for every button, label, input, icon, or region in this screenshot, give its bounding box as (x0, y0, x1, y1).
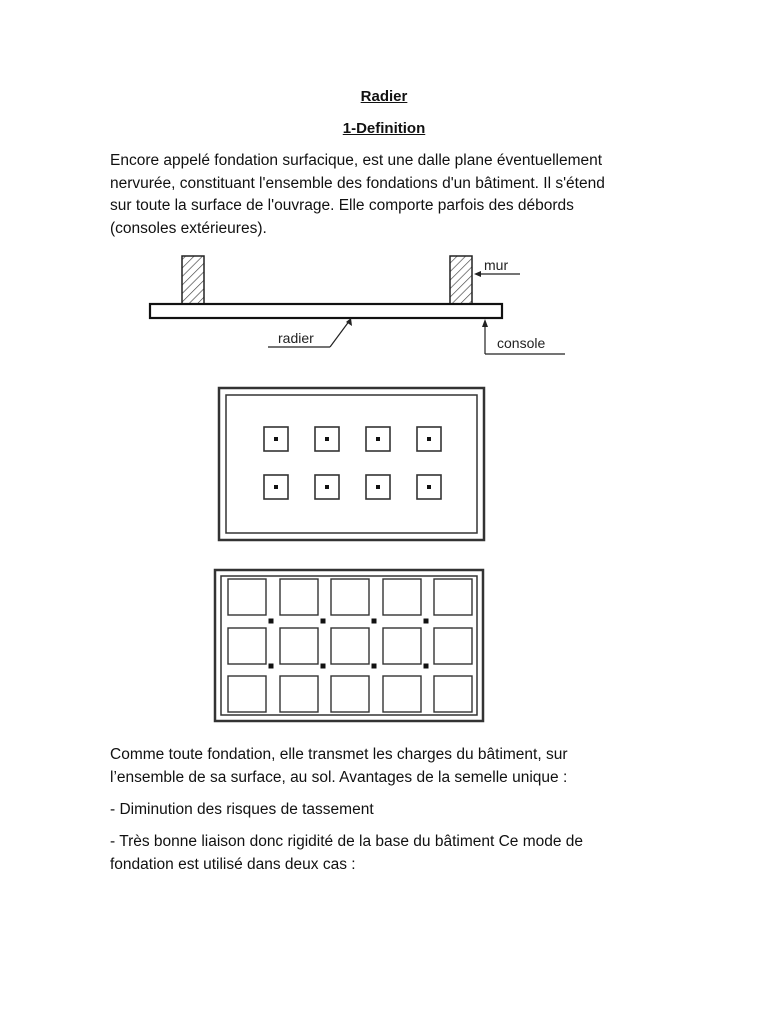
bullet-text: - Diminution des risques de tassement (110, 801, 374, 818)
slab-panel (383, 676, 421, 712)
column (274, 485, 278, 489)
slab-panel (383, 628, 421, 664)
plan-diagram-ribbed (215, 570, 483, 721)
column (325, 437, 329, 441)
section-diagram (150, 256, 565, 354)
label-radier: radier (278, 330, 314, 346)
bullet-text: - Très bonne liaison donc rigidité de la base du bâtiment Ce mode de (110, 833, 584, 850)
rib-column (424, 664, 429, 669)
rib-column (269, 619, 274, 624)
left-wall (182, 256, 204, 304)
column (274, 437, 278, 441)
slab-panel (280, 579, 318, 615)
body-paragraph (110, 744, 670, 789)
column (427, 485, 431, 489)
slab (150, 304, 502, 318)
column (376, 437, 380, 441)
plan-diagram-columns (219, 388, 484, 540)
slab-panel (280, 676, 318, 712)
right-wall (450, 256, 472, 304)
intro-line: nervurée, constituant l'ensemble des fondations d'un bâtiment. Il s'étend (110, 174, 605, 192)
body-line: Comme toute fondation, elle transmet les charges du bâtiment, sur (110, 746, 568, 763)
section-heading: 1-Definition (342, 120, 426, 137)
slab-panel (331, 628, 369, 664)
intro-line: sur toute la surface de l'ouvrage. Elle comporte parfois des débords (110, 197, 574, 214)
rib-column (269, 664, 274, 669)
intro-line: (consoles extérieures). (110, 219, 267, 237)
rib-column (424, 619, 429, 624)
slab-panel (331, 579, 369, 615)
slab-panel (434, 676, 472, 712)
page-title: Radier (360, 88, 408, 105)
rib-column (321, 664, 326, 669)
intro-line: Encore appelé fondation surfacique, est une dalle plane éventuellement (110, 152, 603, 169)
slab-panel (383, 579, 421, 615)
body-line: l’ensemble de sa surface, au sol. Avantages de la semelle unique : (110, 768, 568, 786)
label-console: console (497, 335, 546, 351)
slab-panel (228, 676, 266, 712)
slab-panel (228, 628, 266, 664)
slab-panel (228, 579, 266, 615)
rib-column (321, 619, 326, 624)
bullet-text: fondation est utilisé dans deux cas : (110, 855, 356, 873)
bullet-item (110, 799, 670, 822)
rib-column (372, 664, 377, 669)
column (427, 437, 431, 441)
column (325, 485, 329, 489)
rib-column (372, 619, 377, 624)
slab-panel (331, 676, 369, 712)
slab-panel (434, 579, 472, 615)
slab-panel (280, 628, 318, 664)
column (376, 485, 380, 489)
label-mur: mur (484, 257, 509, 273)
slab-panel (434, 628, 472, 664)
bullet-item (110, 831, 670, 876)
